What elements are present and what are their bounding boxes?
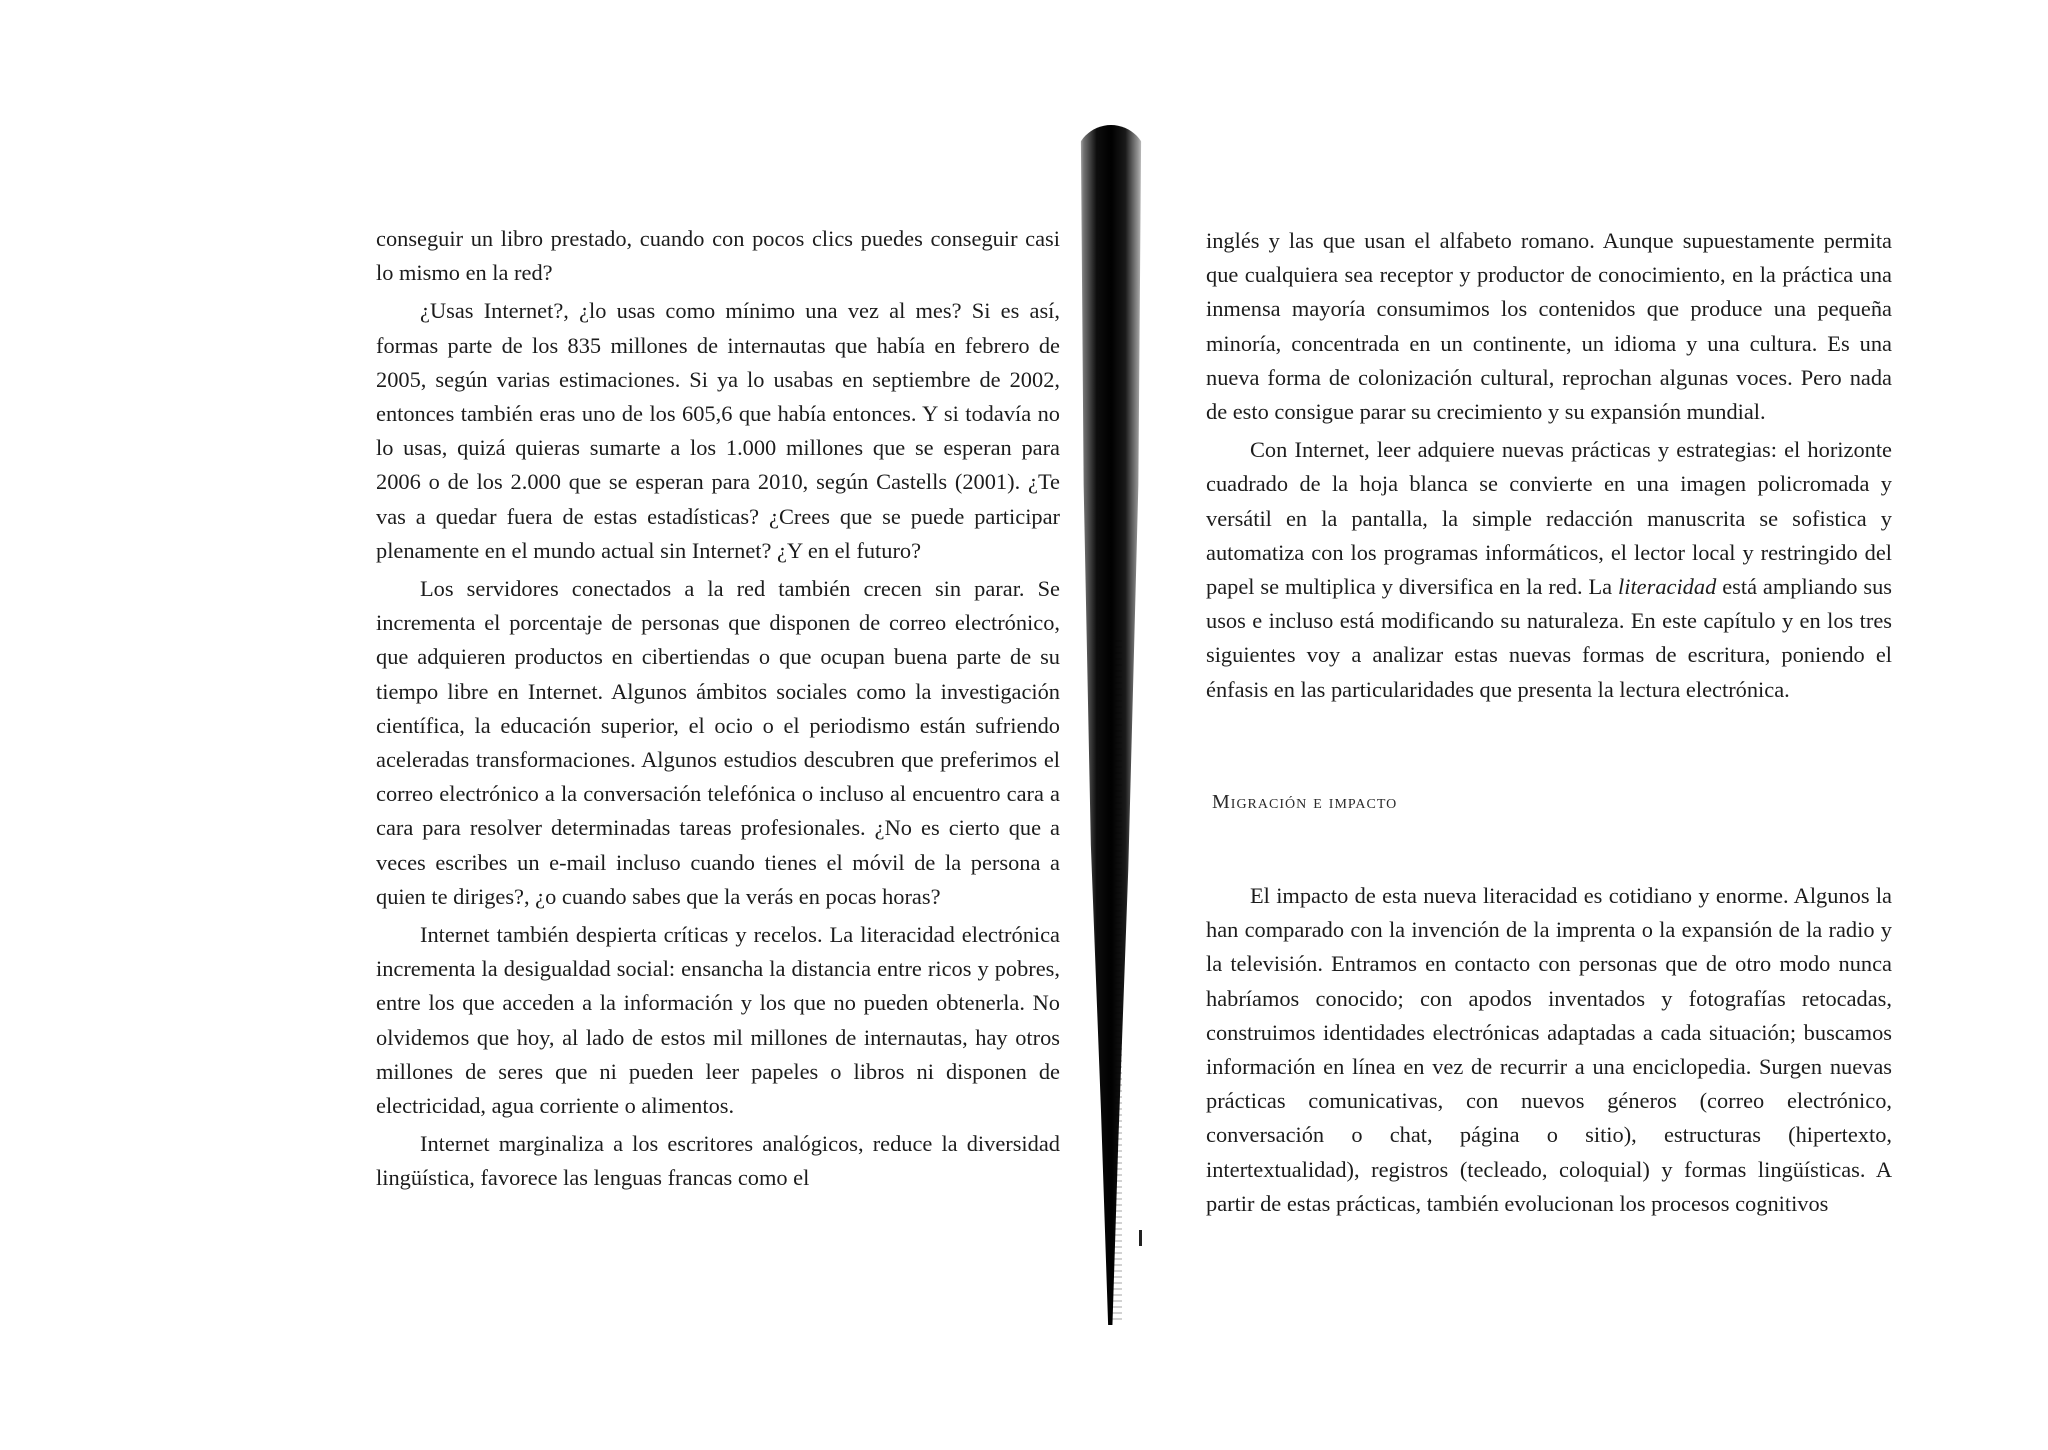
right-page-text <box>1206 224 1892 1221</box>
right-paragraph-2-end: está ampliando sus usos e incluso está modificando su naturaleza. En este capítulo y en los tres siguientes voy a analizar estas nuevas formas de escritura, poniendo el énfasis en las particularidades que presenta la lectura electrónica. <box>1206 574 1892 702</box>
right-paragraph-2-start: Con Internet, leer adquiere nuevas prácticas y estrategias: el horizonte cuadrado de la hoja blanca se convierte en una imagen policromada y versátil en la pantalla, la simple redacción manuscrita se sofistica y automatiza con los programas informáticos, el lector local y restringido del papel se multiplica y diversifica en la red. La <box>1206 437 1892 600</box>
left-paragraph-5: Internet marginaliza a los escritores analógicos, reduce la diversidad lingüística, favorece las lenguas francas como el <box>376 1131 1060 1191</box>
gutter-page-mark <box>1139 1230 1142 1246</box>
left-paragraph-2: ¿Usas Internet?, ¿lo usas como mínimo una vez al mes? Si es así, formas parte de los 835 millones de internautas que había en febrero de 2005, según varias estimaciones. Si ya lo usabas en septiembre de 2002, entonces también eras uno de los 605,6 que había entonces. Y si todavía no lo usas, quizá quieras sumarte a los 1.000 millones que se esperan para 2006 o de los 2.000 que se esperan para 2010, según Castells (2001). ¿Te vas a quedar fuera de estas estadísticas? ¿Crees que se puede participar plenamente en el mundo actual sin Internet? ¿Y en el futuro? <box>376 298 1060 563</box>
left-page-text <box>376 222 1060 1196</box>
left-paragraph-4: Internet también despierta críticas y recelos. La literacidad electrónica incrementa la desigualdad social: ensancha la distancia entre ricos y pobres, entre los que acceden a la información y los que no pueden obtenerla. No olvidemos que hoy, al lado de estos mil millones de internautas, hay otros millones de seres que ni pueden leer papeles o libros ni disponen de electricidad, agua corriente o alimentos. <box>376 922 1060 1119</box>
gutter-scan-noise <box>1108 640 1122 1320</box>
left-paragraph-1: conseguir un libro prestado, cuando con pocos clics puedes conseguir casi lo mismo en la red? <box>376 226 1060 286</box>
literacidad-italic: literacidad <box>1618 574 1717 600</box>
right-paragraph-1: inglés y las que usan el alfabeto romano. Aunque supuestamente permita que cualquiera sea receptor y productor de conocimiento, en la práctica una inmensa mayoría consumimos los contenidos que produce una pequeña minoría, concentrada en un continente, un idioma y una cultura. Es una nueva forma de colonización cultural, reprochan algunas voces. Pero nada de esto consigue parar su crecimiento y su expansión mundial. <box>1206 228 1892 425</box>
section-heading-migracion: Migración e impacto <box>1212 790 1398 813</box>
right-paragraph-3: El impacto de esta nueva literacidad es cotidiano y enorme. Algunos la han comparado con la invención de la imprenta o la expansión de la radio y la televisión. Entramos en contacto con personas que de otro modo nunca habríamos conocido; con apodos inventados y fotografías retocadas, construimos identidades electrónicas adaptadas a cada situación; buscamos información en línea en vez de recurrir a una enciclopedia. Surgen nuevas prácticas comunicativas, con nuevos géneros (correo electrónico, conversación o chat, página o sitio), estructuras (hipertexto, intertextualidad), registros (tecleado, coloquial) y formas lingüísticas. A partir de estas prácticas, también evolucionan los procesos cognitivos <box>1206 883 1892 1216</box>
right-paragraph-2 <box>1206 433 1892 707</box>
left-paragraph-3: Los servidores conectados a la red también crecen sin parar. Se incrementa el porcentaje de personas que disponen de correo electrónico, que adquieren productos en cibertiendas o que ocupan buena parte de su tiempo libre en Internet. Algunos ámbitos sociales como la investigación científica, la educación superior, el ocio o el periodismo están sufriendo aceleradas transformaciones. Algunos estudios descubren que preferimos el correo electrónico a la conversación telefónica o incluso al encuentro cara a cara para resolver determinadas tareas profesionales. ¿No es cierto que a veces escribes un e-mail incluso cuando tienes el móvil de la persona a quien te diriges?, ¿o cuando sabes que la verás en pocas horas? <box>376 576 1060 909</box>
